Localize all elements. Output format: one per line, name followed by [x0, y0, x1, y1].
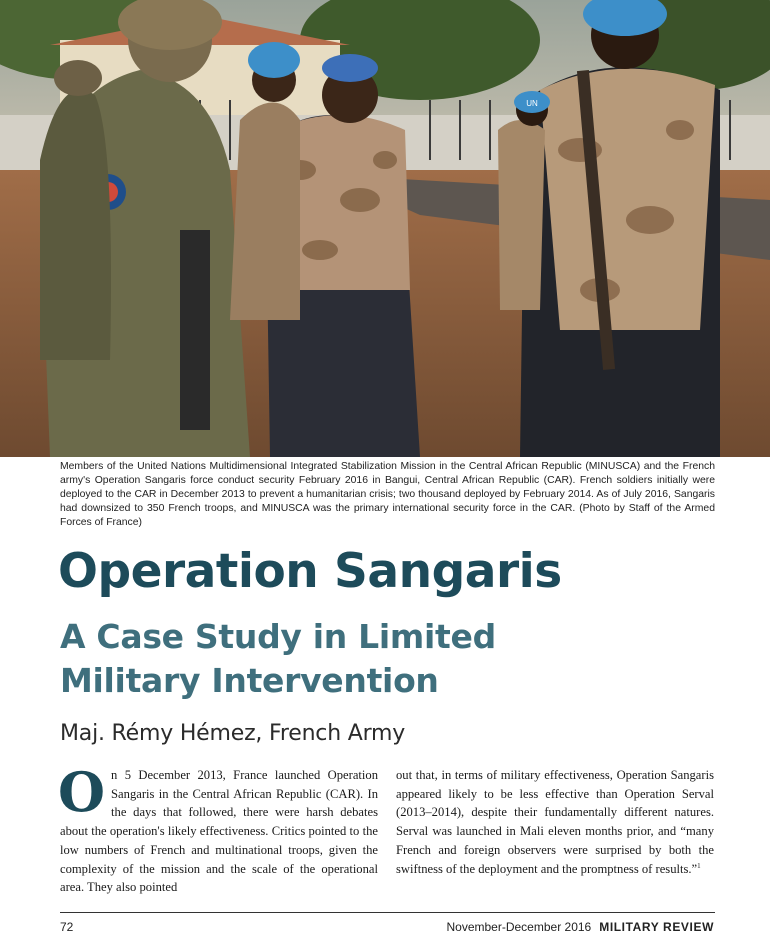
body-column-left	[58, 760, 378, 897]
drop-cap: O	[58, 760, 106, 824]
hero-photo	[0, 0, 770, 457]
footnote-ref[interactable]: 1	[697, 861, 701, 870]
running-footer	[446, 920, 714, 934]
page-number: 72	[60, 920, 74, 934]
article-subtitle	[60, 615, 496, 703]
footer-rule	[60, 912, 715, 913]
body-column-right	[396, 766, 714, 878]
journal-name: MILITARY REVIEW	[599, 920, 714, 934]
article-title: Operation Sangaris	[58, 544, 562, 599]
author-byline: Maj. Rémy Hémez, French Army	[60, 721, 406, 746]
helmet-label: UN	[526, 99, 538, 108]
soldiers-photo-illustration	[0, 0, 770, 457]
photo-caption: Members of the United Nations Multidimensional Integrated Stabilization Mission in the Central African Republic (MINUSCA) and the French army's Operation Sangaris force conduct security February 2016 in Bangui, Central African Republic (CAR). French soldiers initially were deployed to the CAR in December 2013 to prevent a humanitarian crisis; two thousand deployed by February 2014. As of July 2016, Sangaris had downsized to 350 French troops, and MINUSCA was the primary international security force in the CAR. (Photo by Staff of the Armed Forces of France)	[60, 461, 715, 528]
subtitle-line-1: A Case Study in Limited	[60, 617, 496, 656]
subtitle-line-2: Military Intervention	[60, 661, 439, 700]
issue-date: November-December 2016	[446, 920, 592, 934]
body-text-right: out that, in terms of military effectiveness, Operation Sangaris appeared likely to be less effective than Operation Serval (2013–2014), despite their fundamentally different natures. Serval was launched in Mali eleven months prior, and “many French and foreign observers were surprised by both the swiftness of the deployment and the promptness of results.”	[396, 768, 714, 876]
body-text-left: n 5 December 2013, France launched Operation Sangaris in the Central African Republic (CAR). In the days that followed, there were harsh debates about the operation's likely effectiveness. Critics pointed to the low numbers of French and multinational troops, given the complexity of the mission and the scale of the operational area. They also pointed	[60, 768, 378, 895]
